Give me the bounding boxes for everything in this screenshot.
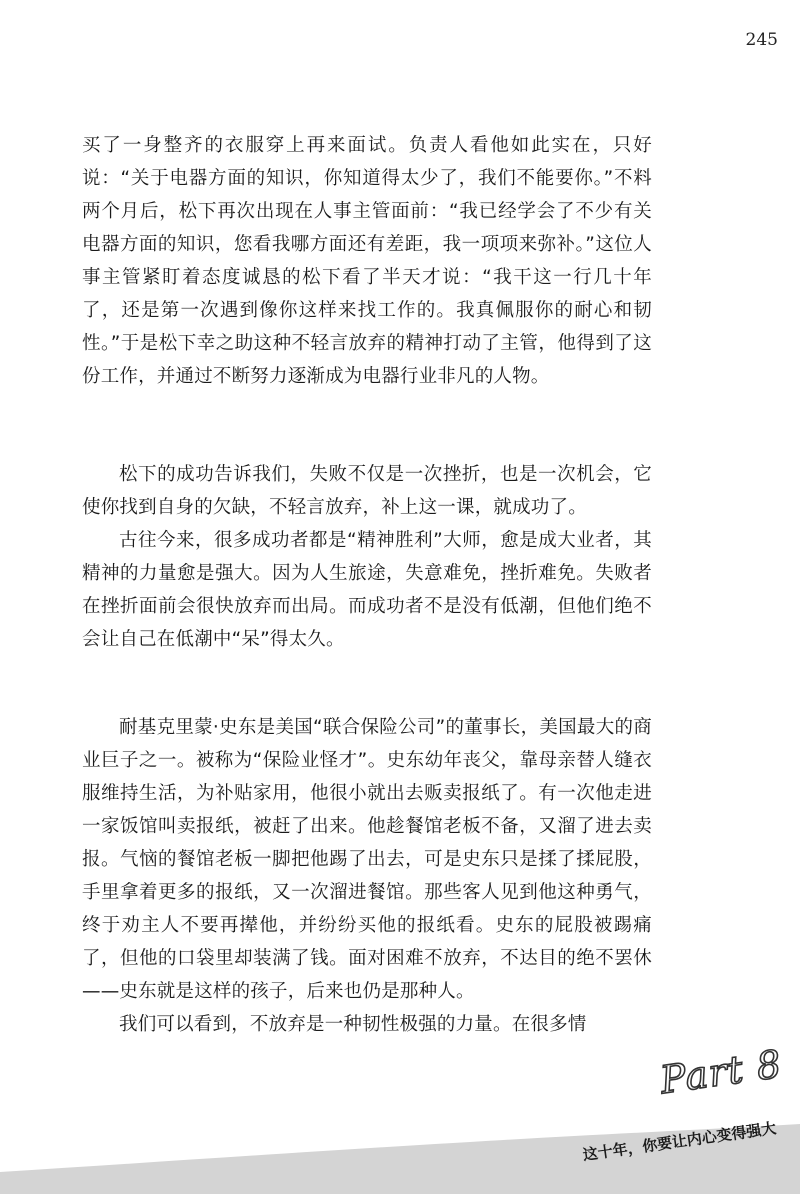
paragraph: 耐基克里蒙·史东是美国“联合保险公司”的董事长，美国最大的商业巨子之一。被称为“保险业怪才”。史东幼年丧父，靠母亲替人缝衣服维持生活，为补贴家用，他很小就出去贩卖报纸了。有一次他走进一家饭馆叫卖报纸，被赶了出来。他趁餐馆老板不备，又溜了进去卖报。气恼的餐馆老板一脚把他踢了出去，可是史东只是揉了揉屁股，手里拿着更多的报纸，又一次溜进餐馆。那些客人见到他这种勇气，终于劝主人不要再撵他，并纷纷买他的报纸看。史东的屁股被踢痛了，但他的口袋里却装满了钱。面对困难不放弃，不达目的绝不罢休——史东就是这样的孩子，后来也仍是那种人。 (82, 717, 652, 1002)
paragraph: 我们可以看到，不放弃是一种韧性极强的力量。在很多情 (119, 1014, 587, 1035)
page-number: 245 (745, 30, 778, 50)
text-block-1 (82, 129, 652, 393)
paragraph: 古往今来，很多成功者都是“精神胜利”大师，愈是成大业者，其精神的力量愈是强大。因为人生旅途，失意难免，挫折难免。失败者在挫折面前会很快放弃而出局。而成功者不是没有低潮，但他们绝不会让自己在低潮中“呆”得太久。 (82, 530, 652, 650)
text-block-3 (82, 711, 652, 1041)
part-label: Part 8 (657, 1041, 785, 1103)
paragraph: 买了一身整齐的衣服穿上再来面试。负责人看他如此实在，只好说：“关于电器方面的知识，你知道得太少了，我们不能要你。”不料两个月后，松下再次出现在人事主管面前：“我已经学会了不少有关电器方面的知识，您看我哪方面还有差距，我一项项来弥补。”这位人事主管紧盯着态度诚恳的松下看了半天才说：“我干这一行几十年了，还是第一次遇到像你这样来找工作的。我真佩服你的耐心和韧性。”于是松下幸之助这种不轻言放弃的精神打动了主管，他得到了这份工作，并通过不断努力逐渐成为电器行业非凡的人物。 (82, 135, 652, 387)
paragraph: 松下的成功告诉我们，失败不仅是一次挫折，也是一次机会，它使你找到自身的欠缺，不轻言放弃，补上这一课，就成功了。 (82, 464, 652, 518)
part-subtitle: 这十年，你要让内心变得强大 (581, 1119, 778, 1165)
text-block-2 (82, 458, 652, 656)
